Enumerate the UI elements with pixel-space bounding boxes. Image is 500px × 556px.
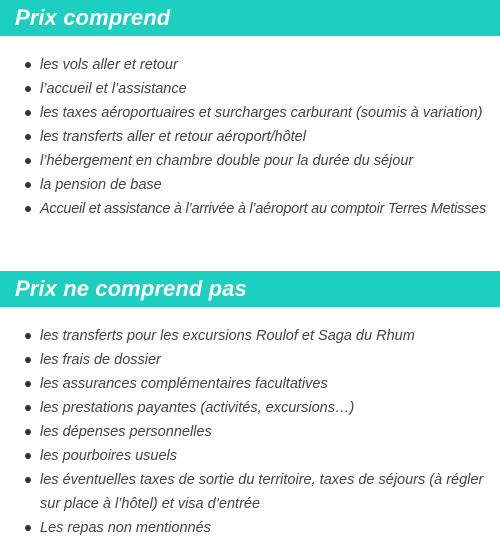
list-item-text: les frais de dossier — [40, 352, 161, 368]
bullet-icon — [25, 525, 31, 531]
excluded-list — [0, 324, 500, 540]
section-title: Prix comprend — [15, 5, 171, 30]
list-item-text: l’hébergement en chambre double pour la durée du séjour — [40, 153, 414, 169]
section-header — [0, 271, 500, 307]
included-list — [0, 53, 500, 221]
list-item — [0, 77, 500, 101]
list-item-text: la pension de base — [40, 177, 162, 193]
list-item-text: les éventuelles taxes de sortie du territoire, taxes de séjours (à régler sur place à l’hôtel) et visa d’entrée — [40, 472, 484, 512]
list-item-text: les transferts pour les excursions Roulof et Saga du Rhum — [40, 328, 415, 344]
bullet-icon — [25, 86, 31, 92]
list-item — [0, 173, 500, 197]
list-item — [0, 444, 500, 468]
bullet-icon — [25, 477, 31, 483]
section-price-excluded — [0, 271, 500, 540]
list-item — [0, 516, 500, 540]
bullet-icon — [25, 429, 31, 435]
list-item-text: les vols aller et retour — [40, 57, 178, 73]
list-item-text: les taxes aéroportuaires et surcharges carburant (soumis à variation) — [40, 105, 483, 121]
bullet-icon — [25, 453, 31, 459]
list-item — [0, 468, 500, 516]
list-item-text: les assurances complémentaires facultatives — [40, 376, 328, 392]
list-item — [0, 420, 500, 444]
bullet-icon — [25, 206, 31, 212]
bullet-icon — [25, 357, 31, 363]
list-item — [0, 396, 500, 420]
list-item — [0, 149, 500, 173]
bullet-icon — [25, 158, 31, 164]
list-item-text: les transferts aller et retour aéroport/hôtel — [40, 129, 306, 145]
bullet-icon — [25, 182, 31, 188]
bullet-icon — [25, 405, 31, 411]
bullet-icon — [25, 381, 31, 387]
section-title: Prix ne comprend pas — [15, 276, 247, 301]
list-item-text: l’accueil et l’assistance — [40, 81, 187, 97]
list-item-text: les pourboires usuels — [40, 448, 178, 464]
bullet-icon — [25, 134, 31, 140]
list-item-text: les dépenses personnelles — [40, 424, 212, 440]
list-item — [0, 197, 500, 221]
list-item-text: Les repas non mentionnés — [40, 520, 211, 536]
list-item-text: Accueil et assistance à l’arrivée à l’aéroport au comptoir Terres Metisses — [40, 201, 486, 217]
list-item — [0, 101, 500, 125]
bullet-icon — [25, 333, 31, 339]
list-item — [0, 372, 500, 396]
list-item-text: les prestations payantes (activités, excursions…) — [40, 400, 355, 416]
section-header — [0, 0, 500, 36]
list-item — [0, 348, 500, 372]
bullet-icon — [25, 62, 31, 68]
bullet-icon — [25, 110, 31, 116]
list-item — [0, 324, 500, 348]
list-item — [0, 53, 500, 77]
section-price-included — [0, 0, 500, 221]
list-item — [0, 125, 500, 149]
